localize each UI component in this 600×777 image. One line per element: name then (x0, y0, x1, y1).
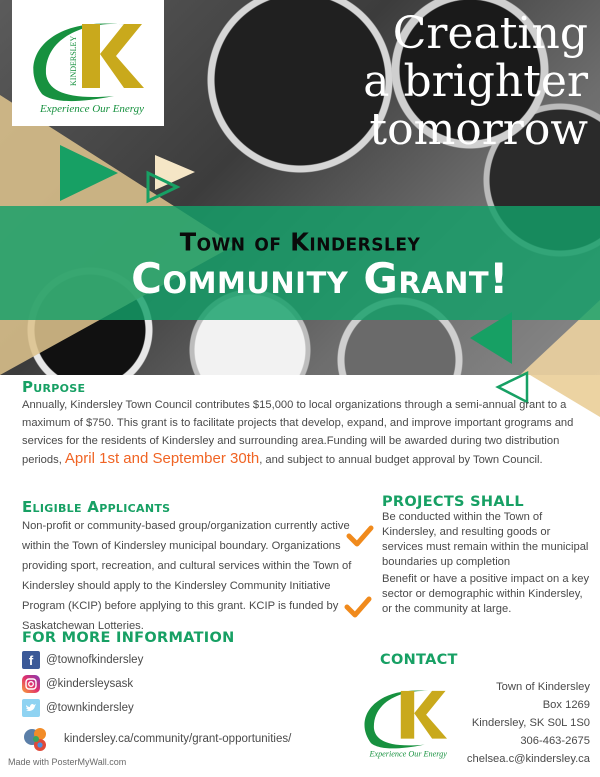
instagram-handle: @kindersleysask (46, 678, 134, 690)
contact-organization: Town of Kindersley (496, 681, 590, 693)
kindersley-logo-small-icon (356, 676, 456, 764)
instagram-icon (22, 675, 40, 693)
eligible-heading: Eligible Applicants (22, 498, 171, 516)
green-play-triangle-icon (60, 145, 120, 205)
website-url: kindersley.ca/community/grant-opportunities/ (64, 733, 292, 745)
projects-heading: PROJECTS SHALL (382, 494, 524, 510)
logo-box (12, 0, 164, 126)
contact-city: Kindersley, SK S0L 1S0 (471, 717, 590, 729)
twitter-handle: @townkindersley (46, 702, 134, 714)
distribution-dates: April 1st and September 30th (64, 450, 260, 467)
more-info-heading: FOR MORE INFORMATION (22, 630, 235, 646)
contact-heading: CONTACT (380, 652, 458, 668)
facebook-handle: @townofkindersley (46, 654, 144, 666)
svg-text:KINDERSLEY: KINDERSLEY (69, 35, 78, 86)
website-link[interactable] (22, 725, 291, 753)
contact-phone[interactable]: 306-463-2675 (520, 735, 590, 747)
green-left-triangle-icon (470, 312, 515, 367)
checkmark-icon (346, 524, 374, 548)
purpose-heading: Purpose (22, 378, 86, 396)
postermywall-credit: Made with PosterMyWall.com (8, 757, 127, 767)
banner-subtitle: Town of Kindersley (179, 227, 421, 257)
twitter-link[interactable] (22, 699, 134, 717)
contact-details (467, 678, 590, 768)
contact-po-box: Box 1269 (542, 699, 590, 711)
headline-line-1: Creating (392, 8, 588, 59)
svg-text:Experience Our Energy: Experience Our Energy (369, 749, 447, 759)
title-banner (0, 206, 600, 320)
contact-email[interactable]: chelsea.c@kindersley.ca (466, 753, 590, 765)
green-outline-triangle-icon (145, 170, 185, 210)
eligible-text: Non-profit or community-based group/organization currently active within the Town of Kindersley municipal boundary. Organizations providing sport, recreation, and cultural services within the Town of Kindersley should apply to the Kindersley Community Initiative Program (KCIP) before applying to this grant. KCIP is funded by Saskatchewan Lotteries. (22, 520, 352, 632)
purpose-text-body: Annually, Kindersley Town Council contributes $15,000 to local organizations through a semi-annual grant to a maximum of $750. This grant is to facilitate projects that develop, expand, and improve important grograms and services for the residents of Kindersley and surrounding area.Funding will be awarded during two distribution periods, (22, 399, 574, 466)
headline (308, 10, 588, 154)
browser-icon (22, 725, 50, 753)
project-requirement-2: Benefit or have a positive impact on a key sector or demographic within Kindersley, or the community at large. (382, 573, 590, 615)
headline-line-2: a brighter (363, 56, 588, 107)
kindersley-logo-icon (24, 4, 154, 122)
svg-text:Experience Our Energy: Experience Our Energy (40, 103, 145, 115)
facebook-icon: f (22, 651, 40, 669)
purpose-text (22, 396, 592, 469)
hero-image (0, 0, 600, 375)
twitter-icon (22, 699, 40, 717)
purpose-text-tail: , and subject to annual budget approval by Town Council. (259, 454, 543, 466)
facebook-link[interactable] (22, 651, 143, 669)
project-requirement-1: Be conducted within the Town of Kindersley, and resulting goods or services must remain within the municipal boundaries up completion (382, 511, 589, 568)
checkmark-icon (344, 595, 372, 619)
instagram-link[interactable] (22, 675, 133, 693)
headline-line-3: tomorrow (369, 104, 588, 155)
banner-title: Community Grant! (131, 254, 509, 303)
